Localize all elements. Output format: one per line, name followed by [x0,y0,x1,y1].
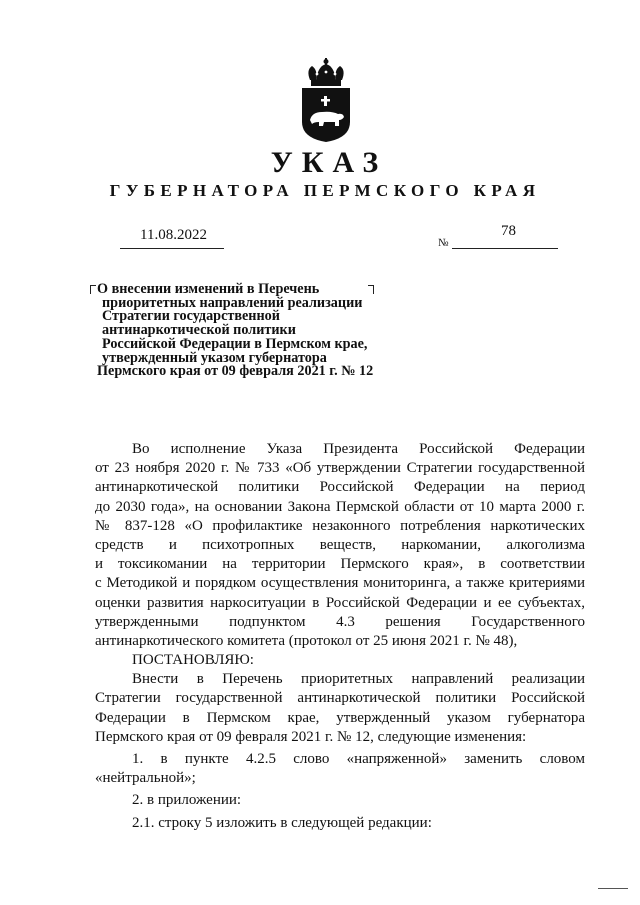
document-number: 78 [501,223,516,239]
number-label: № [438,237,449,249]
list-item-1: 1. в пункте 4.2.5 слово «напряженной» заменить словом [132,751,585,767]
body-line: Внести в Перечень приоритетных направлений реализации [132,671,585,688]
document-date: 11.08.2022 [140,227,207,243]
heading-line: антинаркотической политики [102,322,296,339]
body-line: от 23 ноября 2020 г. № 733 «Об утверждении Стратегии государственной [95,460,585,477]
heading-line: Пермского края от 09 февраля 2021 г. № 12 [97,363,374,380]
heading-line: приоритетных направлений реализации [102,294,363,311]
decree-heading [97,283,387,379]
body-line: средств и психотропных веществ, наркомании, алкоголизма [95,536,585,553]
corner-bracket-left [90,285,96,294]
document-subtitle: ГУБЕРНАТОРА ПЕРМСКОГО КРАЯ [109,181,541,200]
body-line: оценки развития наркоситуации в Российской Федерации и ее субъектах, [95,594,585,611]
body-line: антинаркотической политики Российской Федерации на период [95,479,585,496]
list-item-2: 2. в приложении: [132,792,242,809]
decree-body [95,440,585,833]
list-item-2-1: 2.1. строку 5 изложить в следующей редакции: [132,814,432,831]
body-line: Во исполнение Указа Президента Российской Федерации [132,441,585,457]
body-line: утвержденными подпунктом 4.3 решения Государственного [95,613,585,630]
body-line: Стратегии государственной антинаркотической политики Российской [95,690,585,707]
body-line: Федерации в Пермском крае, утвержденный указом губернатора [95,709,585,726]
page-number-mark [598,888,628,889]
decree-word: ПОСТАНОВЛЯЮ: [132,652,254,669]
document-title: УКАЗ [270,146,388,179]
body-line: Пермского края от 09 февраля 2021 г. № 12, следующие изменения: [95,728,527,745]
heading-line: Российской Федерации в Пермском крае, [102,335,368,352]
body-line: антинаркотического комитета (протокол от 25 июня 2021 г. № 48), [95,632,518,649]
heading-line: О внесении изменений в Перечень [97,281,320,297]
body-line: и токсикомании на территории Пермского края», в соответствии [95,556,585,573]
body-line: № 837-128 «О профилактике незаконного потребления наркотических [95,517,585,534]
crown-icon [308,58,343,86]
coat-of-arms-emblem [296,58,356,142]
list-item-1-cont: «нейтральной»; [95,770,196,787]
heading-line: Стратегии государственной [102,308,280,325]
heading-line: утвержденный указом губернатора [102,349,327,366]
number-underline [452,248,558,249]
body-line: до 2030 года», на основании Закона Пермской области от 10 марта 2000 г. [95,498,585,515]
body-line: с Методикой и порядком осуществления мониторинга, а также критериями [95,575,585,592]
date-underline [120,248,224,249]
